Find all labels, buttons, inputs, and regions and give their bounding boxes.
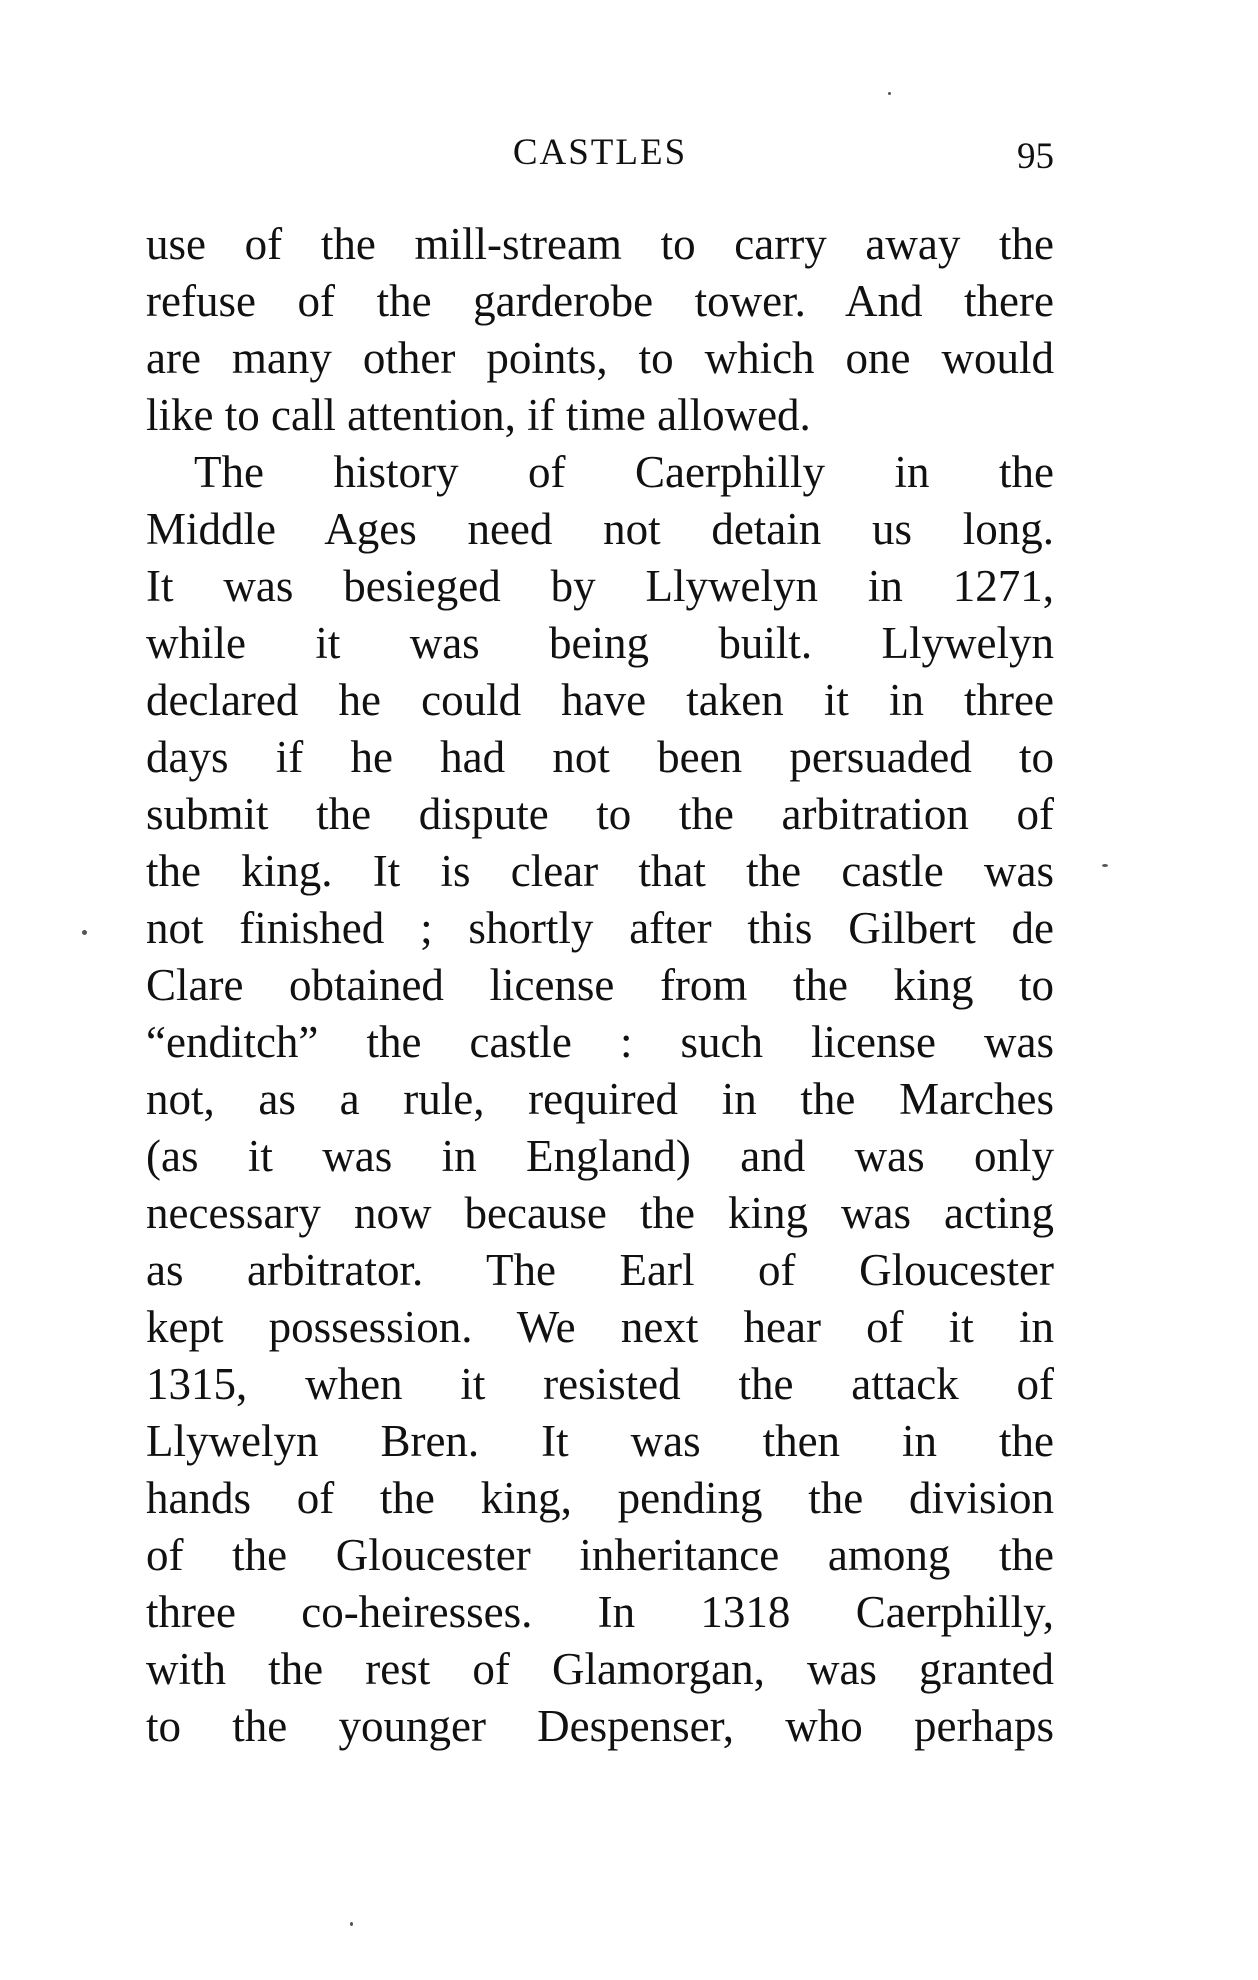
text-line: days if he had not been persuaded to [146, 732, 1054, 782]
text-line: necessary now because the king was acting [146, 1188, 1054, 1238]
paragraph-first-line: The history of Caerphilly in the [194, 447, 1054, 497]
text-line: with the rest of Glamorgan, was granted [146, 1644, 1054, 1694]
page-number: 95 [1017, 136, 1054, 177]
text-line: while it was being built. Llywelyn [146, 618, 1054, 668]
text-line: refuse of the garderobe tower. And there [146, 276, 1054, 326]
text-line: submit the dispute to the arbitration of [146, 789, 1054, 839]
scan-speck [350, 1922, 353, 1926]
text-line: three co-heiresses. In 1318 Caerphilly, [146, 1587, 1054, 1637]
text-line: use of the mill-stream to carry away the [146, 219, 1054, 269]
running-head [146, 128, 1054, 178]
text-line: hands of the king, pending the division [146, 1473, 1054, 1523]
text-line: of the Gloucester inheritance among the [146, 1530, 1054, 1580]
text-line: “enditch” the castle : such license was [146, 1017, 1054, 1067]
text-line: (as it was in England) and was only [146, 1131, 1054, 1181]
scan-speck [82, 930, 87, 935]
text-line: like to call attention, if time allowed. [146, 390, 811, 440]
text-line: are many other points, to which one would [146, 333, 1054, 383]
text-line: It was besieged by Llywelyn in 1271, [146, 561, 1054, 611]
text-line: kept possession. We next hear of it in [146, 1302, 1054, 1352]
running-title: CASTLES [512, 132, 688, 173]
scan-speck [888, 92, 891, 95]
text-line: as arbitrator. The Earl of Gloucester [146, 1245, 1054, 1295]
text-line: Llywelyn Bren. It was then in the [146, 1416, 1054, 1466]
text-line: Middle Ages need not detain us long. [146, 504, 1054, 554]
text-line: declared he could have taken it in three [146, 675, 1054, 725]
text-line: not finished ; shortly after this Gilbert de [146, 903, 1054, 953]
text-line: the king. It is clear that the castle was [146, 846, 1054, 896]
scan-speck [1102, 864, 1108, 867]
body-text [146, 216, 1054, 1755]
text-line: not, as a rule, required in the Marches [146, 1074, 1054, 1124]
text-line: 1315, when it resisted the attack of [146, 1359, 1054, 1409]
text-line: Clare obtained license from the king to [146, 960, 1054, 1010]
text-line: to the younger Despenser, who perhaps [146, 1701, 1054, 1751]
